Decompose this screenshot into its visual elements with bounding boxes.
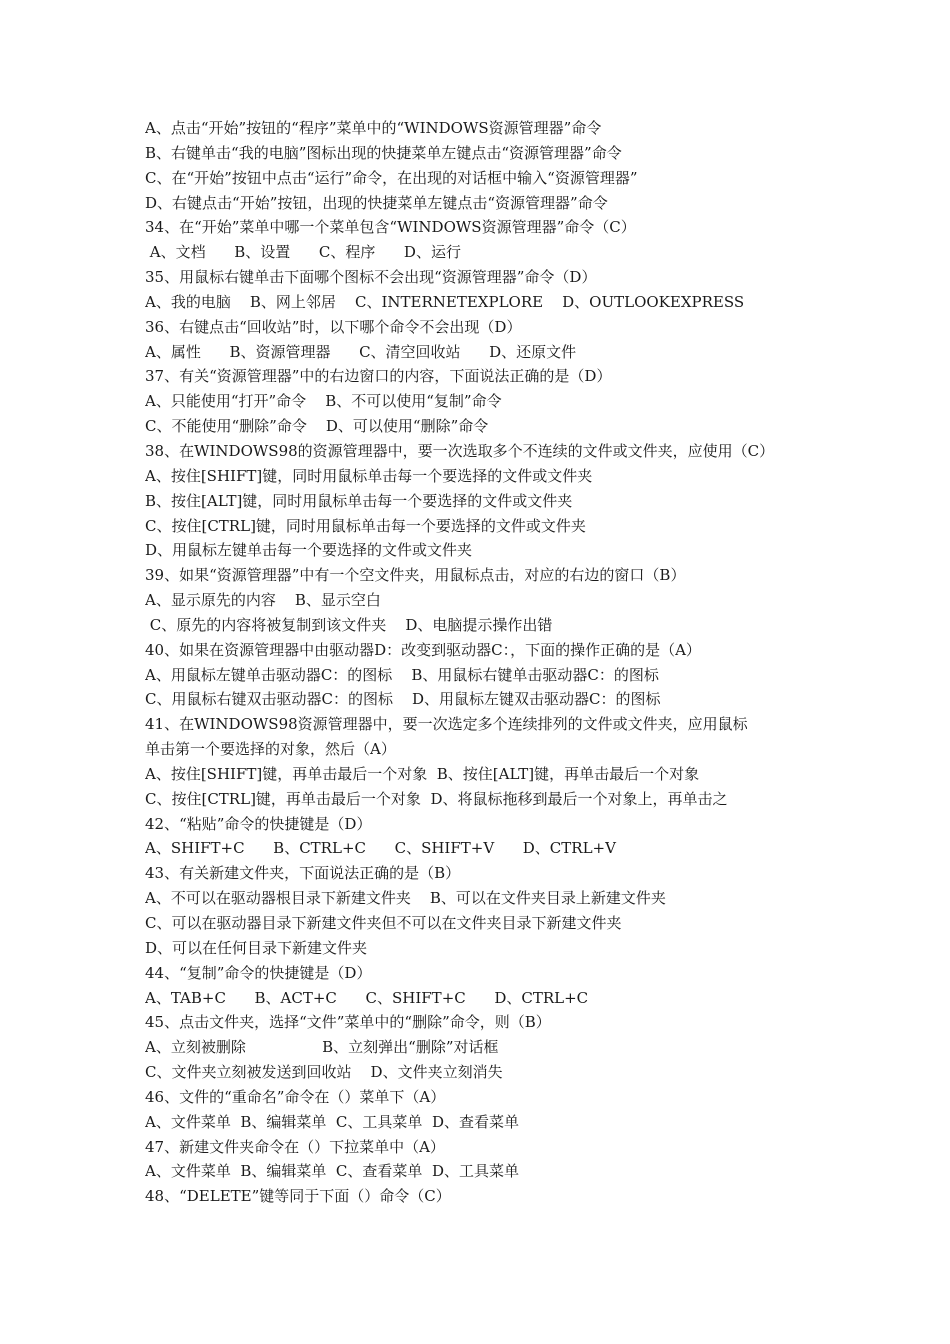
options-line: A、按住[SHIFT]键，再单击最后一个对象 B、按住[ALT]键，再单击最后一个对象 [145, 764, 700, 783]
question-line: 47、新建文件夹命令在（）下拉菜单中（A） [145, 1137, 445, 1156]
question-line: 46、文件的“重命名”命令在（）菜单下（A） [145, 1087, 446, 1106]
options-line: A、只能使用“打开”命令 B、不可以使用“复制”命令 [145, 392, 502, 411]
options-line: A、立刻被删除 B、立刻弹出“删除”对话框 [145, 1038, 499, 1057]
options-line: C、用鼠标右键双击驱动器C：的图标 D、用鼠标左键双击驱动器C：的图标 [145, 690, 661, 709]
options-line: C、按住[CTRL]键，再单击最后一个对象 D、将鼠标拖移到最后一个对象上，再单击之 [145, 789, 728, 808]
question-line: 34、在“开始”菜单中哪一个菜单包含“WINDOWS资源管理器”命令（C） [145, 218, 636, 237]
options-line: C、可以在驱动器目录下新建文件夹但不可以在文件夹目录下新建文件夹 [145, 914, 622, 932]
text-line: D、右键点击“开始”按钮，出现的快捷菜单左键点击“资源管理器”命令 [145, 193, 608, 212]
options-line: A、TAB+C B、ACT+C C、SHIFT+C D、CTRL+C [145, 988, 589, 1007]
question-line: 41、在WINDOWS98资源管理器中，要一次选定多个连续排列的文件或文件夹，应用鼠标 [145, 715, 748, 734]
text-line: C、在“开始”按钮中点击“运行”命令，在出现的对话框中输入“资源管理器” [145, 168, 638, 187]
text-line: A、点击“开始”按钮的“程序”菜单中的“WINDOWS资源管理器”命令 [145, 119, 602, 137]
document-body [145, 116, 825, 1209]
options-line: C、文件夹立刻被发送到回收站 D、文件夹立刻消失 [145, 1063, 503, 1082]
options-line: D、可以在任何目录下新建文件夹 [145, 938, 368, 957]
question-line: 48、“DELETE”键等同于下面（）命令（C） [145, 1187, 451, 1206]
question-line: 单击第一个要选择的对象，然后（A） [145, 740, 396, 759]
question-line: 38、在WINDOWS98的资源管理器中，要一次选取多个不连续的文件或文件夹，应使用（C） [145, 441, 775, 460]
options-line: A、文件菜单 B、编辑菜单 C、工具菜单 D、查看菜单 [145, 1112, 519, 1131]
question-line: 35、用鼠标右键单击下面哪个图标不会出现“资源管理器”命令（D） [145, 268, 597, 287]
options-line: B、按住[ALT]键，同时用鼠标单击每一个要选择的文件或文件夹 [145, 491, 573, 510]
text-line: B、右键单击“我的电脑”图标出现的快捷菜单左键点击“资源管理器”命令 [145, 143, 622, 162]
options-line: D、用鼠标左键单击每一个要选择的文件或文件夹 [145, 541, 473, 560]
options-line: A、SHIFT+C B、CTRL+C C、SHIFT+V D、CTRL+V [145, 839, 616, 858]
options-line: A、用鼠标左键单击驱动器C：的图标 B、用鼠标右键单击驱动器C：的图标 [145, 665, 659, 684]
options-line: A、显示原先的内容 B、显示空白 [145, 591, 381, 610]
question-line: 42、“粘贴”命令的快捷键是（D） [145, 814, 372, 833]
options-line: C、原先的内容将被复制到该文件夹 D、电脑提示操作出错 [145, 615, 553, 634]
options-line: C、不能使用“删除”命令 D、可以使用“删除”命令 [145, 417, 489, 436]
options-line: A、按住[SHIFT]键，同时用鼠标单击每一个要选择的文件或文件夹 [145, 466, 593, 485]
question-line: 44、“复制”命令的快捷键是（D） [145, 963, 372, 982]
options-line: C、按住[CTRL]键，同时用鼠标单击每一个要选择的文件或文件夹 [145, 516, 586, 535]
options-line: A、文件菜单 B、编辑菜单 C、查看菜单 D、工具菜单 [145, 1162, 519, 1181]
question-line: 37、有关“资源管理器”中的右边窗口的内容，下面说法正确的是（D） [145, 367, 612, 386]
options-line: A、不可以在驱动器根目录下新建文件夹 B、可以在文件夹目录上新建文件夹 [145, 889, 666, 908]
options-line: A、我的电脑 B、网上邻居 C、INTERNETEXPLORE D、OUTLOOKEXPRESS [145, 292, 745, 311]
question-line: 43、有关新建文件夹，下面说法正确的是（B） [145, 864, 461, 883]
question-line: 40、如果在资源管理器中由驱动器D：改变到驱动器C：，下面的操作正确的是（A） [145, 640, 701, 659]
question-line: 36、右键点击“回收站”时，以下哪个命令不会出现（D） [145, 317, 522, 336]
question-line: 45、点击文件夹，选择“文件”菜单中的“删除”命令，则（B） [145, 1013, 551, 1032]
options-line: A、文档 B、设置 C、程序 D、运行 [145, 243, 461, 262]
options-line: A、属性 B、资源管理器 C、清空回收站 D、还原文件 [145, 342, 577, 361]
question-line: 39、如果“资源管理器”中有一个空文件夹，用鼠标点击，对应的右边的窗口（B） [145, 566, 686, 585]
